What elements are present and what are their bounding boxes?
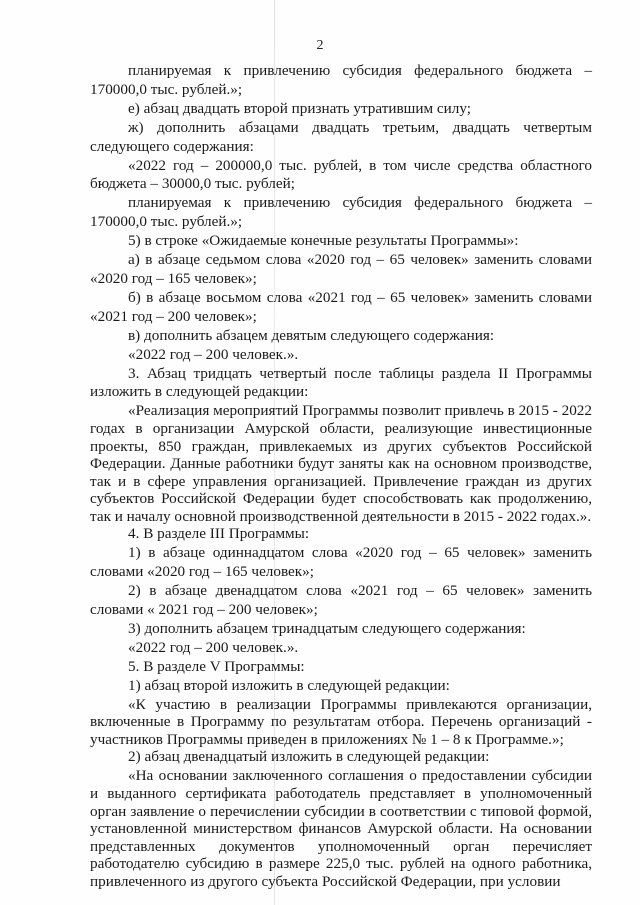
paragraph: 3. Абзац тридцать четвертый после таблицы раздела II Программы изложить в следующей редакции: — [90, 364, 592, 401]
paragraph: 2) абзац двенадцатый изложить в следующей редакции: — [128, 748, 490, 766]
paragraph: е) абзац двадцать второй признать утратившим силу; — [128, 99, 471, 117]
paragraph: «На основании заключенного соглашения о предоставлении субсидии и выданного сертификата работодатель представляет в уполномоченный орган заявление о перечислении субсидии в соответствии с типовой формой, установленной министерством финансов Амурской области. На основании представленных документов уполномоченный орган перечисляет работодателю субсидию в размере 225,0 тыс. рублей на одного работника, привлеченного из другого субъекта Российской Федерации, при условии — [90, 767, 592, 890]
paragraph: 5) в строке «Ожидаемые конечные результаты Программы»: — [128, 232, 519, 250]
paragraph: а) в абзаце седьмом слова «2020 год – 65 человек» заменить словами «2020 год – 165 человек»; — [90, 251, 592, 287]
page-number: 2 — [316, 38, 324, 53]
paragraph: «К участию в реализации Программы привлекаются организации, включенные в Программу по результатам отбора. Перечень организаций - участников Программы приведен в приложениях № 1 – 8 к Программе.»; — [90, 695, 592, 748]
paragraph: планируемая к привлечению субсидия федерального бюджета – 170000,0 тыс. рублей.»; — [90, 62, 592, 98]
paragraph: б) в абзаце восьмом слова «2021 год – 65 человек» заменить словами «2021 год – 200 человек»; — [90, 288, 592, 325]
paragraph: 2) в абзаце двенадцатом слова «2021 год – 65 человек» заменить словами « 2021 год – 200 человек»; — [90, 582, 592, 619]
paragraph: «Реализация мероприятий Программы позволит привлечь в 2015 - 2022 годах в организации Амурской области, реализующие инвестиционные проекты, 850 граждан, привлекаемых из других субъектов Российской Федерации. Данные работники будут заняты как на основном производстве, так и в сфере управления организацией. Привлечение граждан из других субъектов Российской Федерации будет способствовать как продолжению, так и началу основной производственной деятельности в 2015 - 2022 годах.». — [90, 402, 592, 525]
paragraph: 1) абзац второй изложить в следующей редакции: — [128, 676, 450, 694]
paragraph: ж) дополнить абзацами двадцать третьим, двадцать четвертым следующего содержания: — [90, 118, 592, 155]
paragraph: «2022 год – 200 человек.». — [128, 345, 299, 363]
paragraph: 3) дополнить абзацем тринадцатым следующего содержания: — [128, 620, 526, 637]
paragraph: 1) в абзаце одиннадцатом слова «2020 год – 65 человек» заменить словами «2020 год – 165 человек»; — [90, 544, 592, 581]
document-body — [90, 62, 592, 890]
paragraph: планируемая к привлечению субсидия федерального бюджета – 170000,0 тыс. рублей.»; — [90, 194, 592, 231]
paragraph: в) дополнить абзацем девятым следующего содержания: — [128, 326, 495, 344]
paragraph: 4. В разделе III Программы: — [128, 525, 310, 543]
paragraph: «2022 год – 200000,0 тыс. рублей, в том числе средства областного бюджета – 30000,0 тыс. рублей; — [90, 156, 592, 193]
paragraph: «2022 год – 200 человек.». — [128, 638, 299, 656]
paragraph: 5. В разделе V Программы: — [128, 657, 305, 675]
